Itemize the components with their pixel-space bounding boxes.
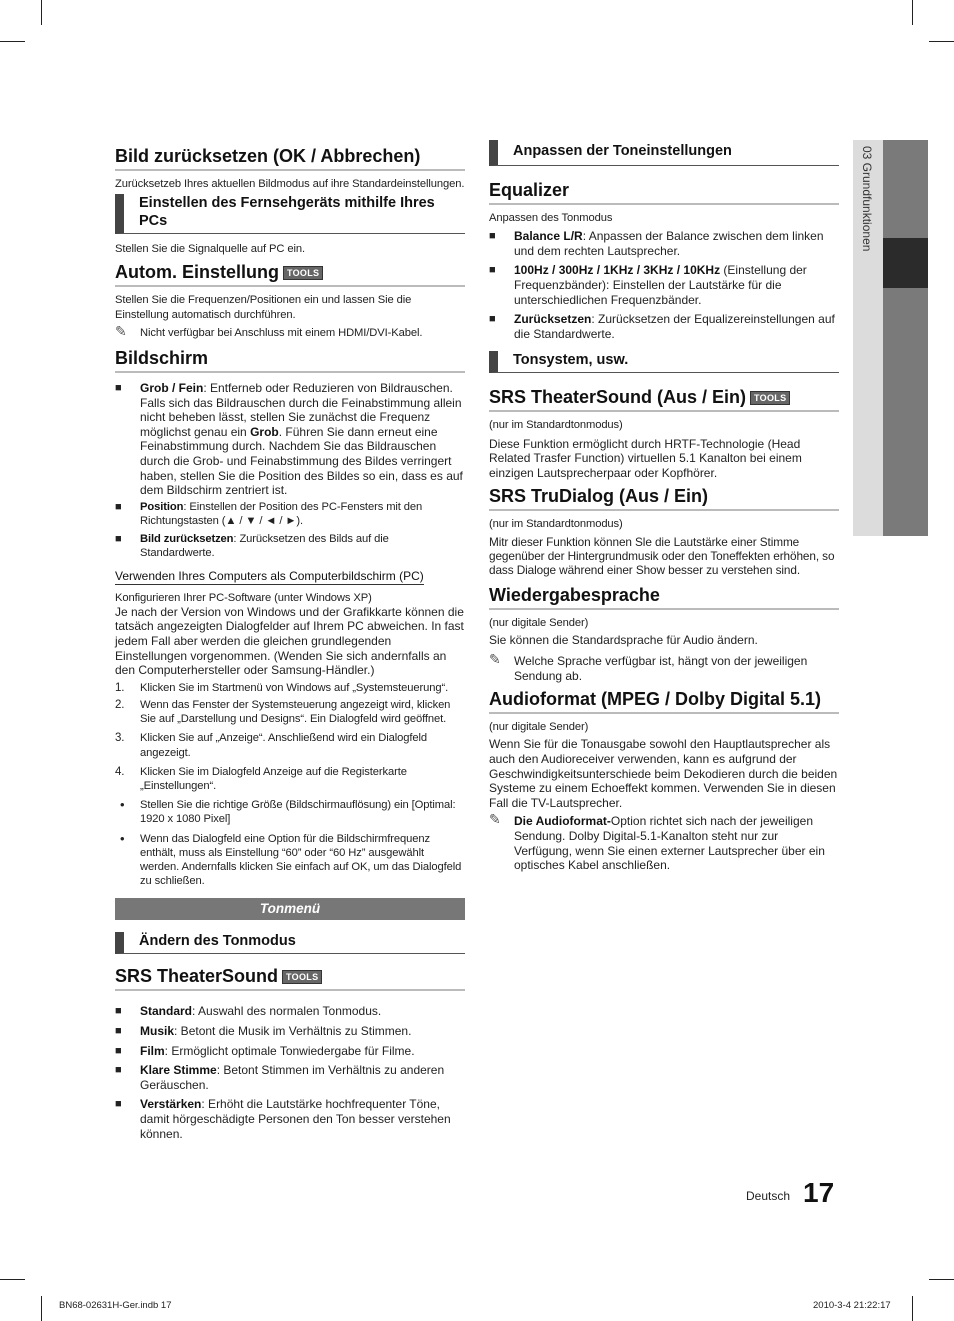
left-column bbox=[115, 140, 465, 1146]
list-item: ■ Standard: Auswahl des normalen Tonmodus. bbox=[115, 1004, 382, 1019]
note: ✎ Nicht verfügbar bei Anschluss mit einem HDMI/DVI-Kabel. bbox=[115, 322, 423, 339]
section-subtext: (nur im Standardtonmodus) bbox=[489, 419, 623, 432]
chapter-tab-marker bbox=[883, 238, 928, 288]
section-title: Bildschirm bbox=[115, 348, 465, 373]
subsection-title: Ändern des Tonmodus bbox=[115, 932, 465, 954]
step-text: Wenn das Fenster der Systemsteuerung angezeigt wird, klicken Sie auf „Darstellung und Designs“. Ein Dialogfeld wird geöffnet. bbox=[140, 698, 451, 726]
step-item bbox=[115, 731, 465, 759]
crop-mark bbox=[929, 41, 954, 42]
section-text: Anpassen des Tonmodus bbox=[489, 212, 613, 224]
square-bullet-icon: ■ bbox=[115, 500, 122, 513]
square-bullet-icon: ■ bbox=[115, 1005, 122, 1018]
right-column bbox=[489, 140, 839, 873]
section-title: SRS TruDialog (Aus / Ein) bbox=[489, 486, 839, 511]
section-title: Audioformat (MPEG / Dolby Digital 5.1) bbox=[489, 689, 839, 714]
step-item bbox=[115, 832, 465, 889]
note-pencil-icon: ✎ bbox=[115, 322, 127, 339]
step-text: Klicken Sie im Startmenü von Windows auf „Systemsteuerung“. bbox=[140, 681, 449, 694]
step-item bbox=[115, 698, 465, 726]
step-number: 4. bbox=[115, 765, 125, 778]
list-item: ■ Balance L/R: Anpassen der Balance zwischen dem linken und dem rechten Lautsprecher. bbox=[489, 229, 824, 258]
list-item: ■ Bild zurücksetzen: Zurücksetzen des Bilds auf die Standardwerte. bbox=[115, 533, 389, 560]
print-timestamp: 2010-3-4 21:22:17 bbox=[813, 1300, 891, 1311]
section-text: Wenn Sie für die Tonausgabe sowohl den Hauptlautsprecher als auch den Audioreceiver verwenden, kann es aufgrund der Geschwindigkeitsunterschiede beim Dekodieren durch die beiden Systeme zu einem Echoeffekt kommen. Verwenden Sie in diesen Fall die TV-Lautsprecher. bbox=[489, 737, 838, 810]
section-subtext: (nur digitale Sender) bbox=[489, 617, 589, 630]
chapter-tab bbox=[853, 140, 928, 536]
steps-list bbox=[115, 681, 465, 889]
section-text: Diese Funktion ermöglicht durch HRTF-Technologie (Head Related Trasfer Function) virtuellen 5.1 Kanalton bei einem einzigen Lautsprecherpaar oder Kopfhörer. bbox=[489, 436, 802, 480]
section-text: Je nach der Version von Windows und der Grafikkarte können die tatsäch angezeigten Dialogfelder auf Ihrem PC abweichen. In fast jedem Fall aber werden die gleichen grundlegenden Einstellungen vorgenommen. (Wenden Sie sich andernfalls an den Computerhersteller oder Samsung-Händler.) bbox=[115, 604, 464, 678]
step-text: Klicken Sie im Dialogfeld Anzeige auf die Registerkarte „Einstellungen“. bbox=[140, 765, 407, 792]
crop-mark bbox=[929, 1279, 954, 1280]
crop-mark bbox=[912, 0, 913, 25]
square-bullet-icon: ■ bbox=[115, 382, 122, 395]
equalizer-list bbox=[489, 229, 839, 341]
section-text: Zurücksetzeb Ihres aktuellen Bildmodus auf ihre Standardeinstellungen. bbox=[115, 178, 465, 190]
list-item: ■ Film: Ermöglicht optimale Tonwiedergabe für Filme. bbox=[115, 1043, 415, 1058]
section-text: Konfigurieren Ihrer PC-Software (unter Windows XP) bbox=[115, 591, 372, 604]
note-pencil-icon: ✎ bbox=[489, 811, 501, 828]
note: ✎ Welche Sprache verfügbar ist, hängt von der jeweiligen Sendung ab. bbox=[489, 650, 808, 683]
tools-badge: TOOLS bbox=[750, 391, 790, 405]
square-bullet-icon: ■ bbox=[489, 313, 496, 326]
list-item: ■ 100Hz / 300Hz / 1KHz / 3KHz / 10KHz (Einstellung der Frequenzbänder): Einstellen der Lautstärke für die unterschiedlichen Frequenzbänder. bbox=[489, 263, 807, 307]
subsection-title: Einstellen des Fernsehgeräts mithilfe Ihres PCs bbox=[115, 194, 465, 234]
section-text: Stellen Sie die Signalquelle auf PC ein. bbox=[115, 243, 306, 256]
step-number: 1. bbox=[115, 681, 125, 694]
section-subtext: (nur digitale Sender) bbox=[489, 721, 589, 734]
square-bullet-icon: ■ bbox=[489, 230, 496, 243]
print-file-info: BN68-02631H-Ger.indb 17 bbox=[59, 1300, 172, 1311]
section-subtext: (nur im Standardtonmodus) bbox=[489, 518, 623, 531]
section-title: SRS TheaterSound (Aus / Ein) TOOLS bbox=[489, 387, 839, 412]
subsection-title: Tonsystem, usw. bbox=[489, 351, 839, 373]
note-pencil-icon: ✎ bbox=[489, 650, 501, 667]
crop-mark bbox=[912, 1296, 913, 1321]
list-item: ■ Position: Einstellen der Position des PC-Fensters mit den Richtungstasten (▲ / ▼ / ◄ / ►). bbox=[115, 500, 423, 527]
square-bullet-icon: ■ bbox=[115, 1098, 122, 1111]
square-bullet-icon: ■ bbox=[115, 1064, 122, 1077]
section-text: Mitr dieser Funktion können Sle die Lautstärke einer Stimme gegenüber der Hintergrundmusik oder den Toneffekten erhöhen, so dass Dialoge während einer Show besser zu verstehen sind. bbox=[489, 534, 835, 577]
step-text: Wenn das Dialogfeld eine Option für die Bildschirmfrequenz enthält, muss als Einstellung “60” oder “60 Hz” ausgewählt werden. Andernfalls klicken Sie einfach auf OK, um das Dialogfeld zu schließen. bbox=[140, 832, 462, 888]
section-title: Autom. Einstellung TOOLS bbox=[115, 262, 465, 287]
section-title: Bild zurücksetzen (OK / Abbrechen) bbox=[115, 146, 465, 171]
square-bullet-icon: ■ bbox=[115, 1024, 122, 1037]
tools-badge: TOOLS bbox=[282, 970, 322, 984]
section-title: SRS TheaterSound TOOLS bbox=[115, 966, 465, 991]
step-item bbox=[115, 798, 465, 826]
section-text: Stellen Sie die Frequenzen/Positionen ein und lassen Sie die Einstellung automatisch durchführen. bbox=[115, 294, 412, 321]
crop-mark bbox=[41, 1296, 42, 1321]
list-item: ■ Musik: Betont die Musik im Verhältnis zu Stimmen. bbox=[115, 1023, 412, 1038]
step-item bbox=[115, 681, 465, 695]
section-title: Wiedergabesprache bbox=[489, 585, 839, 610]
crop-mark bbox=[0, 41, 25, 42]
tone-mode-list bbox=[115, 1004, 465, 1141]
footer-language: Deutsch bbox=[746, 1189, 791, 1203]
menu-bar: Tonmenü bbox=[115, 898, 465, 920]
square-bullet-icon: ■ bbox=[115, 533, 122, 546]
list-item: ■ Zurücksetzen: Zurücksetzen der Equalizereinstellungen auf die Standardwerte. bbox=[489, 312, 835, 341]
dot-bullet-icon: • bbox=[120, 830, 125, 846]
step-number: 2. bbox=[115, 698, 125, 711]
step-number: 3. bbox=[115, 732, 125, 745]
page-number: 17 bbox=[803, 1177, 835, 1208]
square-bullet-icon: ■ bbox=[115, 1044, 122, 1057]
note: ✎ Die Audioformat-Option richtet sich nach der jeweiligen Sendung. Dolby Digital-5.1-Kanalton steht nur zur Verfügung, wenn Sie einen externer Lautsprecher über ein optisches Kabel anschließen. bbox=[489, 811, 825, 873]
step-text: Klicken Sie auf „Anzeige“. Anschließend wird ein Dialogfeld angezeigt. bbox=[140, 732, 427, 759]
section-text: Sie können die Standardsprache für Audio ändern. bbox=[489, 633, 758, 648]
list-item: ■ Verstärken: Erhöht die Lautstärke hochfrequenter Töne, damit hörgeschädigte Personen den Ton besser verstehen können. bbox=[115, 1097, 451, 1141]
subsection-title: Anpassen der Toneinstellungen bbox=[489, 140, 839, 166]
subsection-heading: Verwenden Ihres Computers als Computerbildschirm (PC) bbox=[115, 568, 424, 583]
step-item bbox=[115, 765, 465, 793]
step-text: Stellen Sie die richtige Größe (Bildschirmauflösung) ein [Optimal: 1920 x 1080 Pixel] bbox=[140, 799, 456, 826]
section-title: Equalizer bbox=[489, 180, 839, 205]
crop-mark bbox=[0, 1279, 25, 1280]
list-item: ■ Klare Stimme: Betont Stimmen im Verhältnis zu anderen Geräuschen. bbox=[115, 1063, 445, 1092]
crop-mark bbox=[41, 0, 42, 25]
dot-bullet-icon: • bbox=[120, 797, 125, 813]
tools-badge: TOOLS bbox=[283, 266, 323, 280]
chapter-label: 03 Grundfunktionen bbox=[860, 146, 874, 252]
list-item: ■ Grob / Fein: Entferneb oder Reduzieren von Bildrauschen. Falls sich das Bildrauschen durch die Feinabstimmung allein nicht beheben lässt, stellen Sie zunächst die Frequenz möglichst genau ein Grob. Führen Sie dann erneut eine Feinabstimmung durch. Nachdem Sie das Bildrauschen durch die Grob- und Feinabstimmung des Bildes verringert haben, stellen Sie die Position des Bildes so ein, dass es auf dem Bildschirm zentriert ist. bbox=[115, 381, 463, 498]
chapter-tab-dark bbox=[883, 140, 928, 536]
square-bullet-icon: ■ bbox=[489, 264, 496, 277]
